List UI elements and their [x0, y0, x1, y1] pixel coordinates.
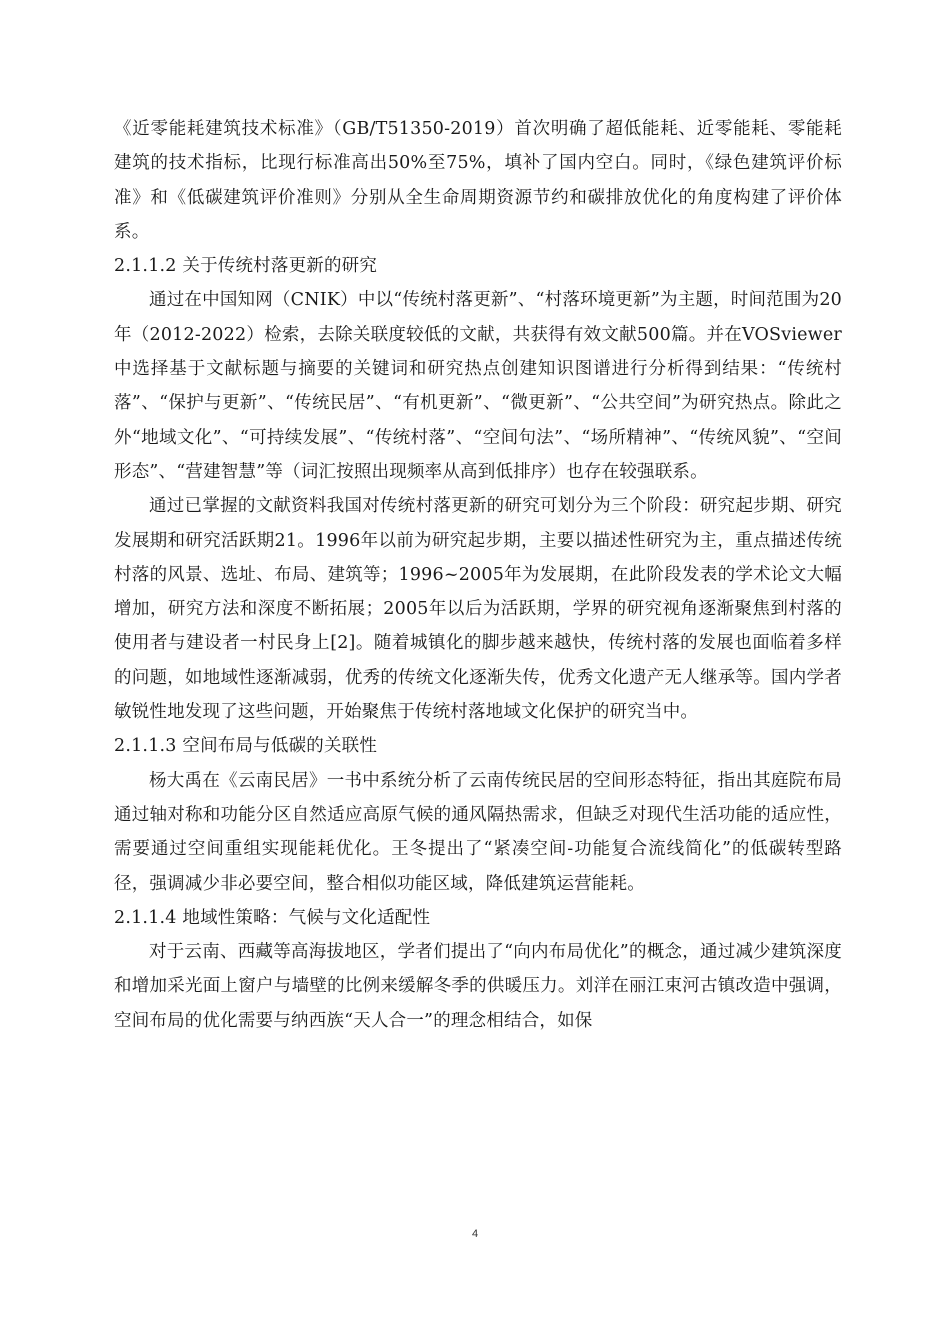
- paragraph-standards: 《近零能耗建筑技术标准》（GB/T51350-2019）首次明确了超低能耗、近零能耗、零能耗建筑的技术指标，比现行标准高出50%至75%，填补了国内空白。同时，《绿色建筑评价标准》和《低碳建筑评价准则》分别从全生命周期资源节约和碳排放优化的角度构建了评价体系。: [114, 119, 842, 242]
- paragraph-spatial-layout: 杨大禹在《云南民居》一书中系统分析了云南传统民居的空间形态特征，指出其庭院布局通过轴对称和功能分区自然适应高原气候的通风隔热需求，但缺乏对现代生活功能的适应性，需要通过空间重组实现能耗优化。王冬提出了“紧凑空间-功能复合流线简化”的低碳转型路径，强调减少非必要空间，整合相似功能区域，降低建筑运营能耗。: [114, 770, 842, 894]
- paragraph-research-stages: 通过已掌握的文献资料我国对传统村落更新的研究可划分为三个阶段：研究起步期、研究发展期和研究活跃期21。1996年以前为研究起步期，主要以描述性研究为主，重点描述传统村落的风景、选址、布局、建筑等；1996~2005年为发展期，在此阶段发表的学术论文大幅增加，研究方法和深度不断拓展；2005年以后为活跃期，学界的研究视角逐渐聚焦到村落的使用者与建设者一村民身上[2]。随着城镇化的脚步越来越快，传统村落的发展也面临着多样的问题，如地域性逐渐减弱，优秀的传统文化逐渐失传，优秀文化遗产无人继承等。国内学者敏锐性地发现了这些问题，开始聚焦于传统村落地域文化保护的研究当中。: [114, 496, 842, 723]
- page-body: [114, 112, 842, 1038]
- paragraph-regional-strategy: 对于云南、西藏等高海拔地区，学者们提出了“向内布局优化”的概念，通过减少建筑深度和增加采光面上窗户与墙壁的比例来缓解冬季的供暖压力。刘洋在丽江束河古镇改造中强调，空间布局的优化需要与纳西族“天人合一”的理念相结合，如保: [114, 942, 842, 1031]
- section-heading-2-1-1-3: 2.1.1.3 空间布局与低碳的关联性: [114, 736, 378, 757]
- section-heading-2-1-1-2: 2.1.1.2 关于传统村落更新的研究: [114, 256, 378, 277]
- paragraph-cnki-search: 通过在中国知网（CNIK）中以“传统村落更新”、“村落环境更新”为主题，时间范围为20年（2012-2022）检索，去除关联度较低的文献，共获得有效文献500篇。并在VOSviewer中选择基于文献标题与摘要的关键词和研究热点创建知识图谱进行分析得到结果：“传统村落”、“保护与更新”、“传统民居”、“有机更新”、“微更新”、“公共空间”为研究热点。除此之外“地域文化”、“可持续发展”、“传统村落”、“空间句法”、“场所精神”、“传统风貌”、“空间形态”、“营建智慧”等（词汇按照出现频率从高到低排序）也存在较强联系。: [114, 290, 842, 482]
- page-number: 4: [471, 1228, 479, 1240]
- section-heading-2-1-1-4: 2.1.1.4 地域性策略：气候与文化适配性: [114, 907, 431, 928]
